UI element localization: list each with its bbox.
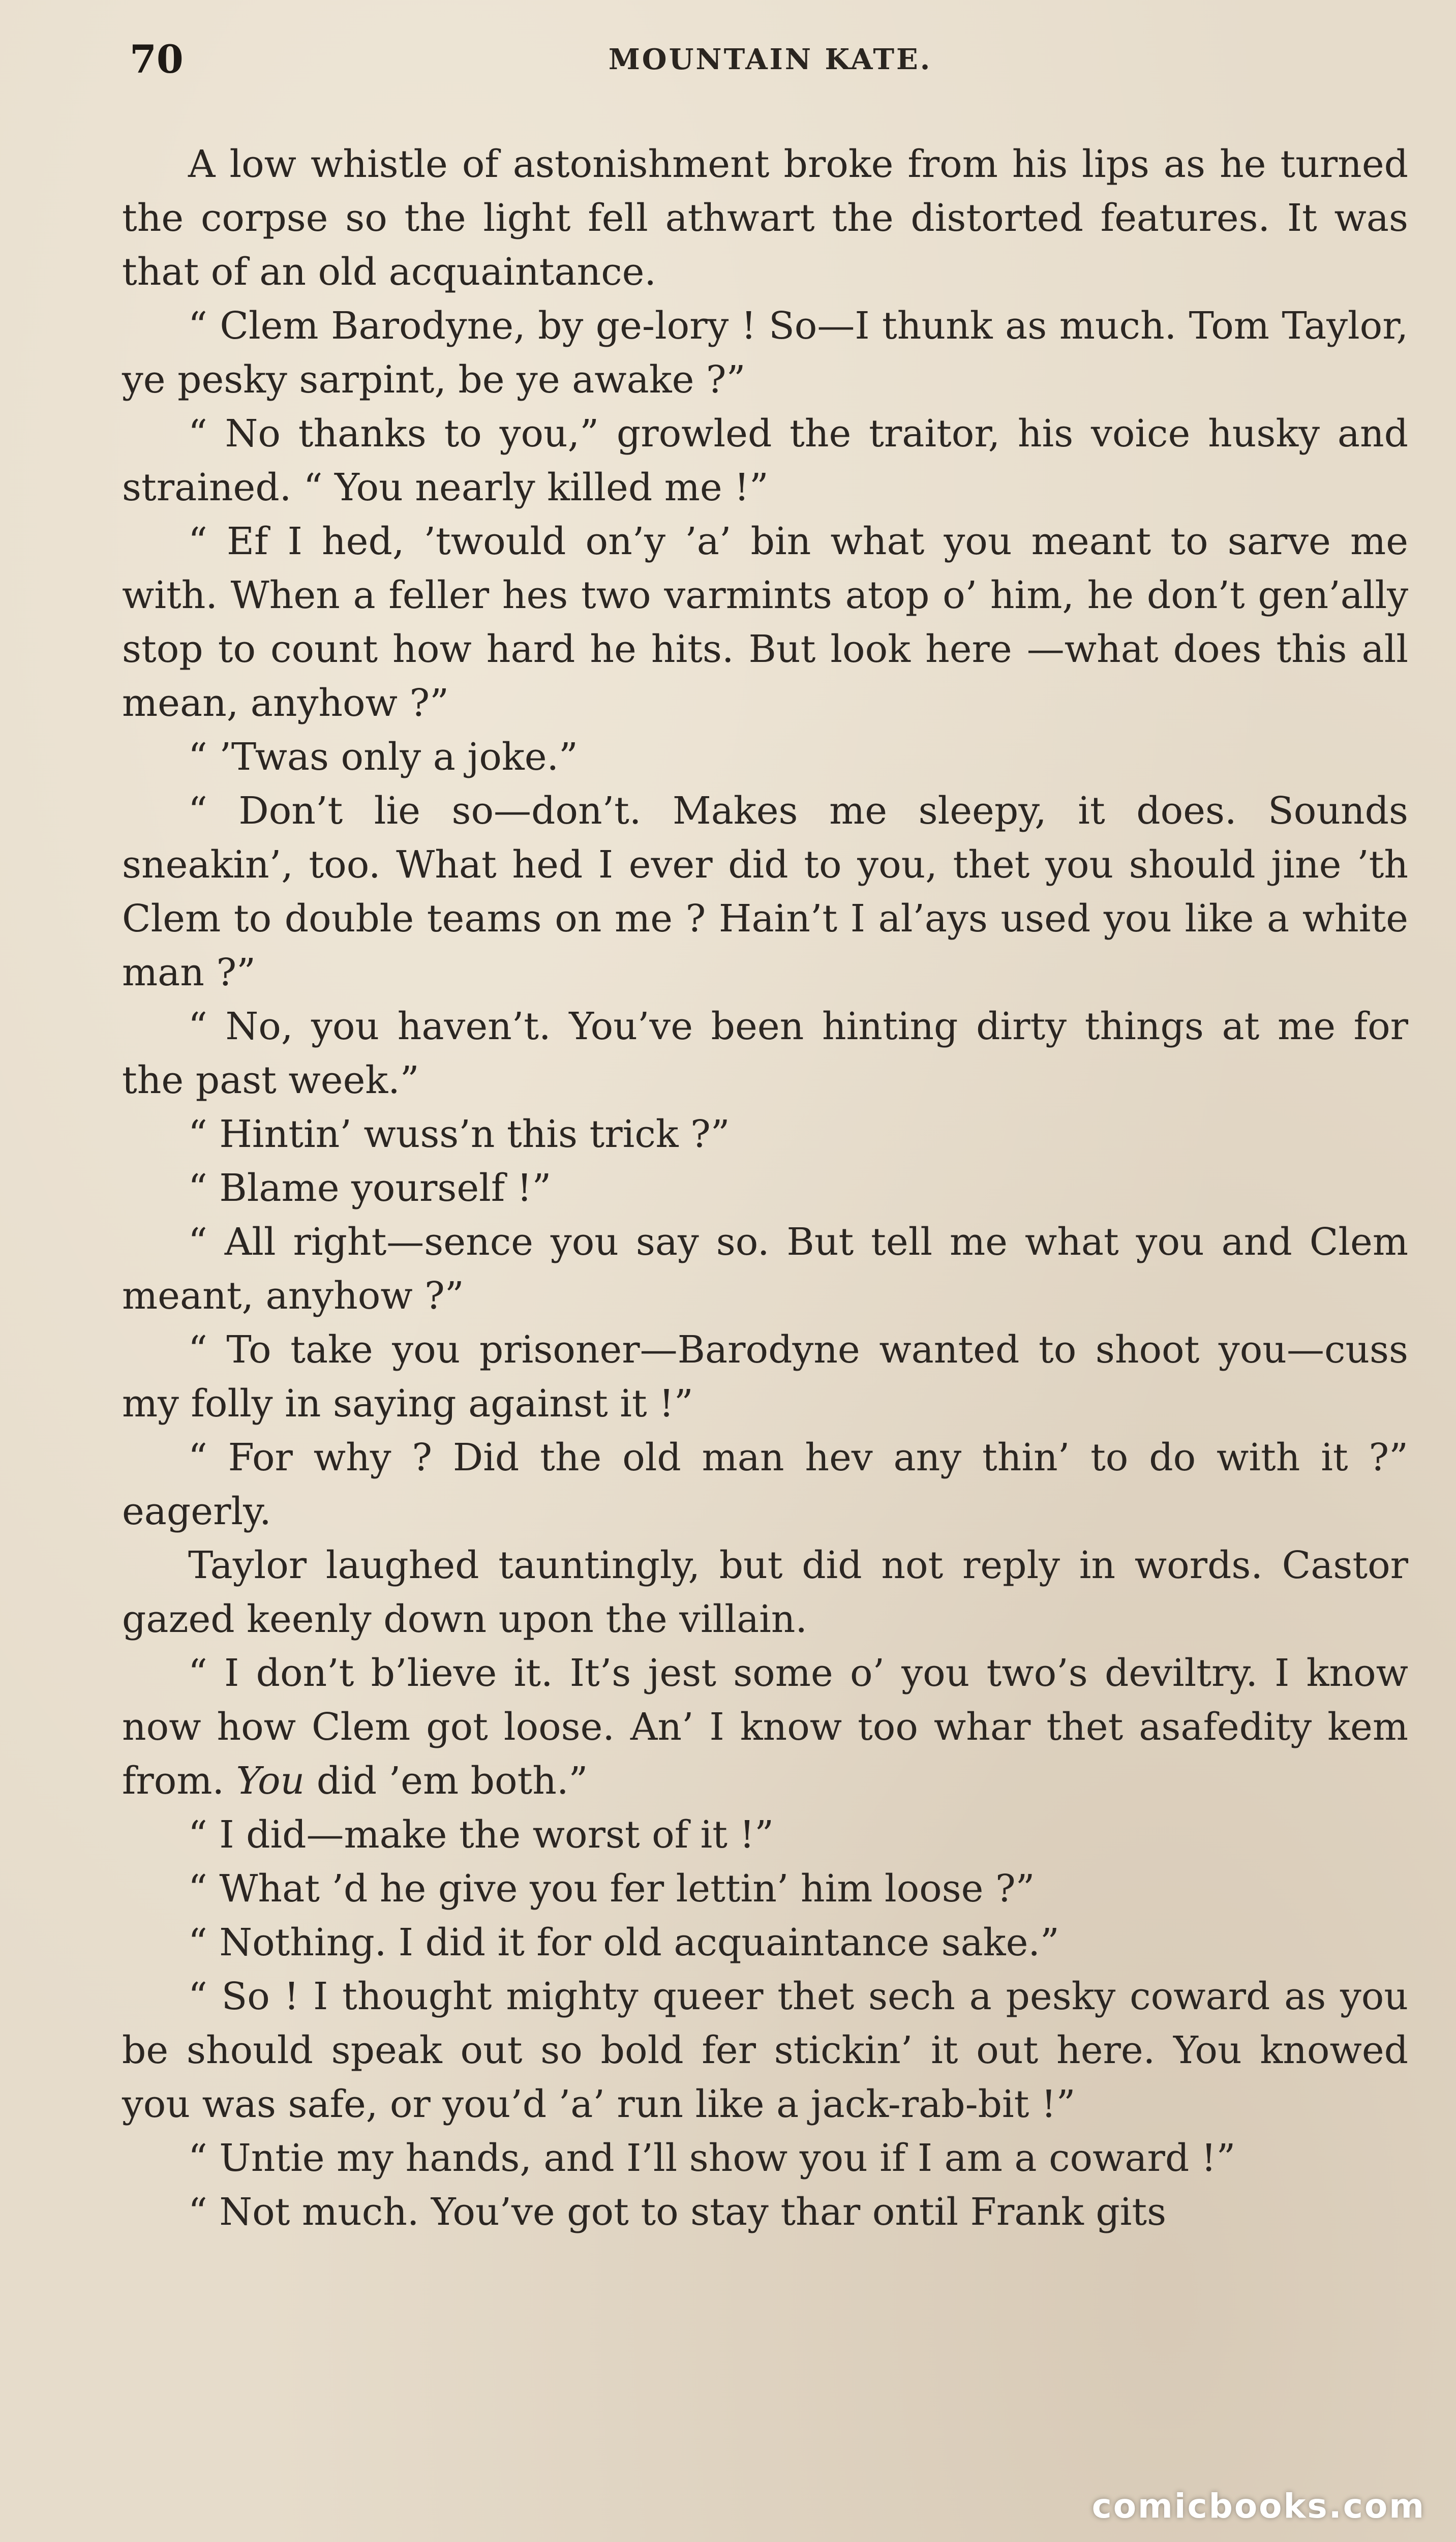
paragraph: “ Don’t lie so—don’t. Makes me sleepy, it does. Sounds sneakin’, too. What hed I ever did to you, thet you should jine ’th Clem to double teams on me ? Hain’t I al’ays used you like a white man ?” (122, 789, 1408, 994)
paragraph: “ For why ? Did the old man hev any thin’ to do with it ?” eagerly. (122, 1436, 1408, 1533)
paragraph: Taylor laughed tauntingly, but did not reply in words. Castor gazed keenly down upon the villain. (122, 1544, 1408, 1641)
paragraph: “ Nothing. I did it for old acquaintance sake.” (188, 1921, 1059, 1964)
page-number: 70 (130, 37, 184, 82)
paragraph: “ Hintin’ wuss’n this trick ?” (188, 1112, 730, 1156)
paragraph: “ So ! I thought mighty queer thet sech a pesky coward as you be should speak out so bold fer stickin’ it out here. You knowed you was safe, or you’d ’a’ run like a jack-rab-bit !” (122, 1975, 1408, 2126)
paragraph: “ What ’d he give you fer lettin’ him loose ?” (188, 1867, 1035, 1911)
running-title: MOUNTAIN KATE. (608, 43, 932, 76)
paragraph: “ All right—sence you say so. But tell me what you and Clem meant, anyhow ?” (122, 1220, 1408, 1318)
paragraph: “ Untie my hands, and I’ll show you if I am a coward !” (188, 2136, 1236, 2180)
body-text (122, 137, 1408, 2239)
paragraph: “ No, you haven’t. You’ve been hinting dirty things at me for the past week.” (122, 1005, 1408, 1102)
paragraph: “ I did—make the worst of it !” (188, 1813, 774, 1857)
paragraph: “ Clem Barodyne, by ge-lory ! So—I thunk as much. Tom Taylor, ye pesky sarpint, be ye awake ?” (122, 304, 1408, 402)
paragraph: “ Ef I hed, ’twould on’y ’a’ bin what you meant to sarve me with. When a feller hes two varmints atop o’ him, he don’t gen’ally stop to count how hard he hits. But look here —what does this all mean, anyhow ?” (122, 520, 1408, 725)
watermark: comicbooks.com (1091, 2487, 1425, 2526)
paragraph: A low whistle of astonishment broke from his lips as he turned the corpse so the light fell athwart the distorted features. It was that of an old acquaintance. (122, 142, 1408, 294)
running-head (130, 32, 1411, 87)
paragraph: “ ’Twas only a joke.” (188, 735, 578, 779)
italic-word: You (236, 1759, 305, 1803)
paragraph: “ No thanks to you,” growled the traitor, his voice husky and strained. “ You nearly killed me !” (122, 412, 1408, 509)
paragraph: “ Not much. You’ve got to stay thar ontil Frank gits (188, 2190, 1167, 2234)
paragraph: “ I don’t b’lieve it. It’s jest some o’ you two’s deviltry. I know now how Clem got loose. An’ I know too whar thet asafedity kem from. You did ’em both.” (122, 1651, 1408, 1803)
paragraph: “ Blame yourself !” (188, 1166, 552, 1210)
paragraph: “ To take you prisoner—Barodyne wanted to shoot you—cuss my folly in saying against it !” (122, 1328, 1408, 1426)
